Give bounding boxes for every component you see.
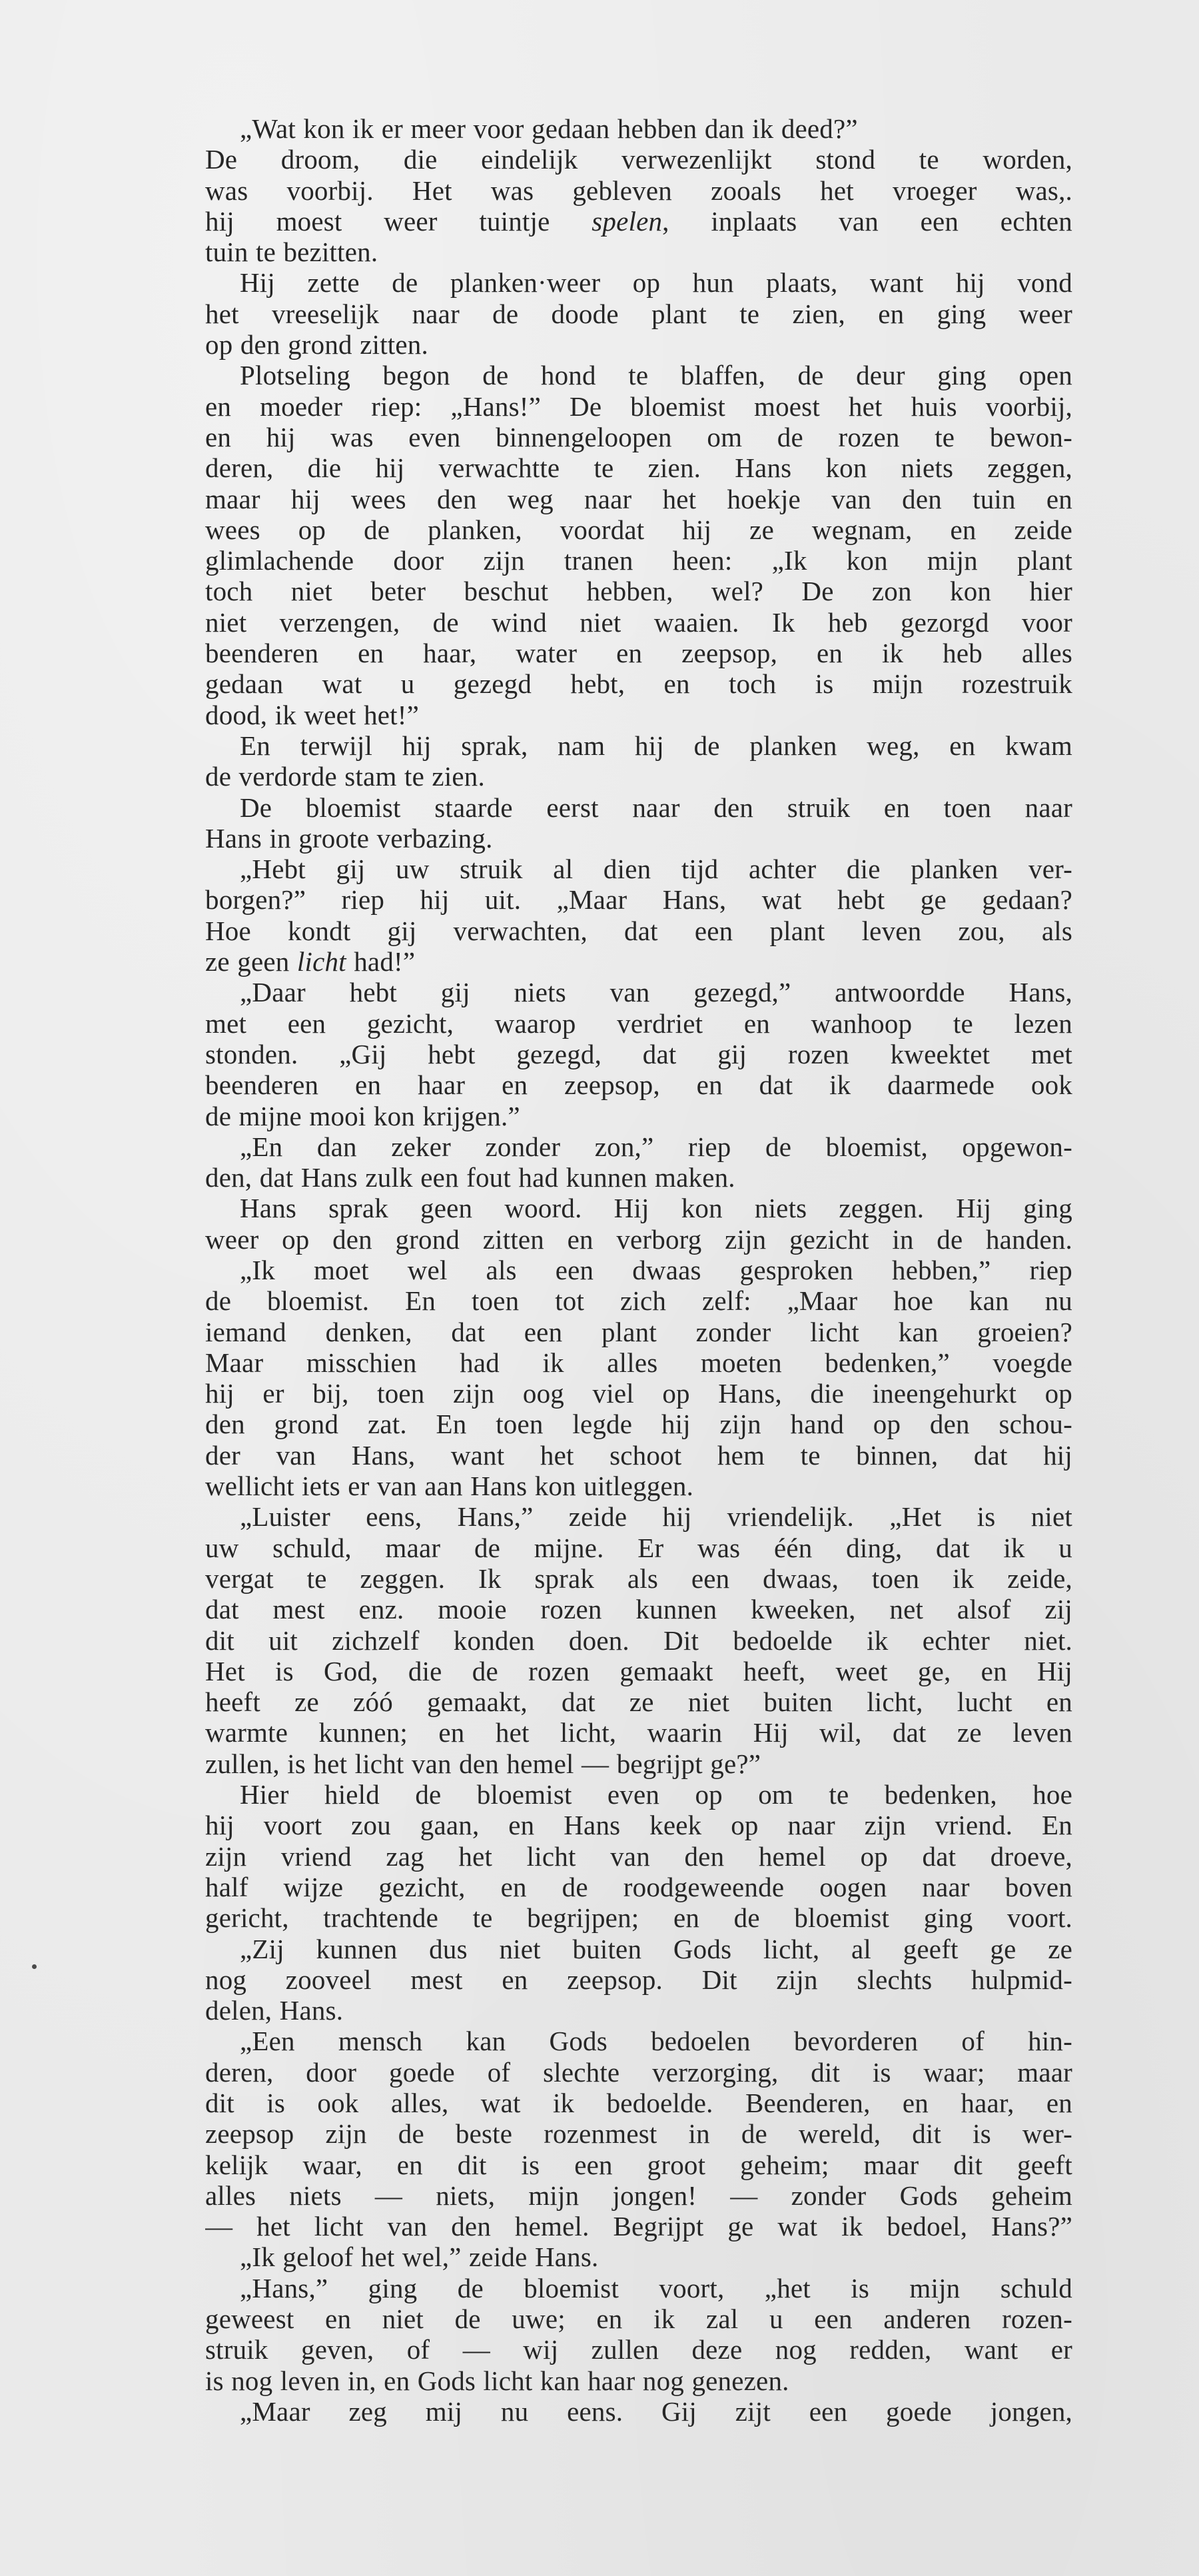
text-line: stonden. „Gij hebt gezegd, dat gij rozen kweektet met <box>205 1038 1072 1069</box>
text-line: zullen, is het licht van den hemel — begrijpt ge?” <box>205 1748 761 1779</box>
text-line: zeepsop zijn de beste rozenmest in de wereld, dit is wer- <box>205 2118 1072 2150</box>
text-line: maar hij wees den weg naar het hoekje van den tuin en <box>205 483 1072 514</box>
text-line: de mijne mooi kon krijgen.” <box>205 1100 520 1131</box>
text-line: uw schuld, maar de mijne. Er was één ding, dat ik u <box>205 1532 1072 1563</box>
text-line: Hans sprak geen woord. Hij kon niets zeggen. Hij ging <box>240 1193 1072 1224</box>
text-line: Hij zette de planken·weer op hun plaats, want hij vond <box>240 267 1072 299</box>
text-line: gedaan wat u gezegd hebt, en toch is mijn rozestruik <box>205 668 1072 700</box>
text-line: hij er bij, toen zijn oog viel op Hans, die ineengehurkt op <box>205 1378 1072 1409</box>
text-line: kelijk waar, en dit is een groot geheim; maar dit geeft <box>205 2149 1072 2180</box>
text-line: dat mest enz. mooie rozen kunnen kweeken, net alsof zij <box>205 1594 1072 1625</box>
text-line: nog zooveel mest en zeepsop. Dit zijn slechts hulpmid- <box>205 1964 1072 1995</box>
text-line: „Hebt gij uw struik al dien tijd achter die planken ver- <box>240 854 1072 885</box>
text-line: delen, Hans. <box>205 1995 344 2026</box>
text-line: „Maar zeg mij nu eens. Gij zijt een goede jongen, <box>240 2395 1072 2427</box>
text-line: den grond zat. En toen legde hij zijn hand op den schou- <box>205 1409 1072 1440</box>
text-line: Hans in groote verbazing. <box>205 822 493 854</box>
text-line: beenderen en haar, water en zeepsop, en ik heb alles <box>205 638 1072 669</box>
text-line: Hier hield de bloemist even op om te bedenken, hoe <box>240 1779 1072 1810</box>
text-line: was voorbij. Het was gebleven zooals het vroeger was,. <box>205 175 1072 206</box>
text-line: beenderen en haar en zeepsop, en dat ik daarmede ook <box>205 1069 1072 1101</box>
text-line: dit is ook alles, wat ik bedoelde. Beenderen, en haar, en <box>205 2088 1072 2118</box>
text-line: ze geen licht had!” <box>205 946 416 977</box>
text-line: Plotseling begon de hond te blaffen, de deur ging open <box>240 360 1072 391</box>
text-line: toch niet beter beschut hebben, wel? De zon kon hier <box>205 576 1072 607</box>
text-line: „En dan zeker zonder zon,” riep de bloemist, opgewon- <box>240 1131 1072 1162</box>
text-line: dood, ik weet het!” <box>205 699 420 730</box>
text-line: het vreeselijk naar de doode plant te zien, en ging weer <box>205 298 1072 329</box>
text-line: „Daar hebt gij niets van gezegd,” antwoordde Hans, <box>240 977 1072 1008</box>
text-line: hij moest weer tuintje spelen, inplaats van een echten <box>205 205 1072 237</box>
text-line: den, dat Hans zulk een fout had kunnen maken. <box>205 1162 735 1193</box>
text-line: de verdorde stam te zien. <box>205 761 485 792</box>
emphasis: licht <box>296 946 346 977</box>
text-line: wees op de planken, voordat hij ze wegnam, en zeide <box>205 514 1072 545</box>
text-line: en hij was even binnengeloopen om de rozen te bewon- <box>205 421 1072 452</box>
text-line: „Ik moet wel als een dwaas gesproken hebben,” riep <box>240 1254 1072 1285</box>
text-line: zijn vriend zag het licht van den hemel op dat droeve, <box>205 1840 1072 1872</box>
text-line: vergat te zeggen. Ik sprak als een dwaas, toen ik zeide, <box>205 1563 1072 1594</box>
text-line: der van Hans, want het schoot hem te binnen, dat hij <box>205 1439 1072 1471</box>
text-line: hij voort zou gaan, en Hans keek op naar zijn vriend. En <box>205 1810 1072 1841</box>
text-line: iemand denken, dat een plant zonder licht kan groeien? <box>205 1316 1072 1347</box>
text-line: dit uit zichzelf konden doen. Dit bedoelde ik echter niet. <box>205 1624 1072 1656</box>
emphasis: spelen <box>592 205 663 237</box>
text-line: weer op den grond zitten en verborg zijn gezicht in de handen. <box>205 1223 1072 1255</box>
text-line: heeft ze zóó gemaakt, dat ze niet buiten licht, lucht en <box>205 1686 1072 1718</box>
text-line: „Een mensch kan Gods bedoelen bevorderen of hin- <box>240 2026 1072 2057</box>
text-line: de bloemist. En toen tot zich zelf: „Maar hoe kan nu <box>205 1285 1072 1317</box>
text-line: half wijze gezicht, en de roodgeweende oogen naar boven <box>205 1871 1072 1902</box>
body-text <box>205 113 1072 2427</box>
text-line: geweest en niet de uwe; en ik zal u een anderen rozen- <box>205 2303 1072 2335</box>
text-line: met een gezicht, waarop verdriet en wanhoop te lezen <box>205 1007 1072 1039</box>
text-line: „Wat kon ik er meer voor gedaan hebben dan ik deed?” <box>240 113 858 144</box>
text-line: „Luister eens, Hans,” zeide hij vriendelijk. „Het is niet <box>240 1501 1072 1533</box>
text-line: wellicht iets er van aan Hans kon uitleggen. <box>205 1471 694 1502</box>
text-line: borgen?” riep hij uit. „Maar Hans, wat hebt ge gedaan? <box>205 884 1072 916</box>
text-line: Het is God, die de rozen gemaakt heeft, weet ge, en Hij <box>205 1655 1072 1686</box>
text-line: tuin te bezitten. <box>205 237 378 268</box>
text-line: „Hans,” ging de bloemist voort, „het is mijn schuld <box>240 2272 1072 2303</box>
text-line: struik geven, of — wij zullen deze nog redden, want er <box>205 2334 1072 2365</box>
text-line: — het licht van den hemel. Begrijpt ge wat ik bedoel, Hans?” <box>205 2211 1072 2242</box>
text-line: Maar misschien had ik alles moeten bedenken,” voegde <box>205 1347 1072 1378</box>
text-line: alles niets — niets, mijn jongen! — zonder Gods geheim <box>205 2180 1072 2211</box>
text-line: en moeder riep: „Hans!” De bloemist moest het huis voorbij, <box>205 390 1072 422</box>
print-speck <box>32 1964 37 1969</box>
text-line: En terwijl hij sprak, nam hij de planken weg, en kwam <box>240 730 1072 761</box>
text-line: De bloemist staarde eerst naar den struik en toen naar <box>240 792 1072 823</box>
text-line: gericht, trachtende te begrijpen; en de bloemist ging voort. <box>205 1902 1072 1934</box>
text-line: glimlachende door zijn tranen heen: „Ik kon mijn plant <box>205 545 1072 576</box>
text-line: op den grond zitten. <box>205 329 428 360</box>
text-line: niet verzengen, de wind niet waaien. Ik heb gezorgd voor <box>205 606 1072 638</box>
text-line: deren, die hij verwachtte te zien. Hans kon niets zeggen, <box>205 452 1072 484</box>
text-line: deren, door goede of slechte verzorging, dit is waar; maar <box>205 2056 1072 2088</box>
text-line: is nog leven in, en Gods licht kan haar nog genezen. <box>205 2365 789 2396</box>
text-line: warmte kunnen; en het licht, waarin Hij wil, dat ze leven <box>205 1717 1072 1748</box>
text-line: De droom, die eindelijk verwezenlijkt stond te worden, <box>205 144 1072 175</box>
text-line: „Ik geloof het wel,” zeide Hans. <box>240 2242 599 2273</box>
text-line: „Zij kunnen dus niet buiten Gods licht, al geeft ge ze <box>240 1933 1072 1964</box>
text-line: Hoe kondt gij verwachten, dat een plant leven zou, als <box>205 915 1072 946</box>
